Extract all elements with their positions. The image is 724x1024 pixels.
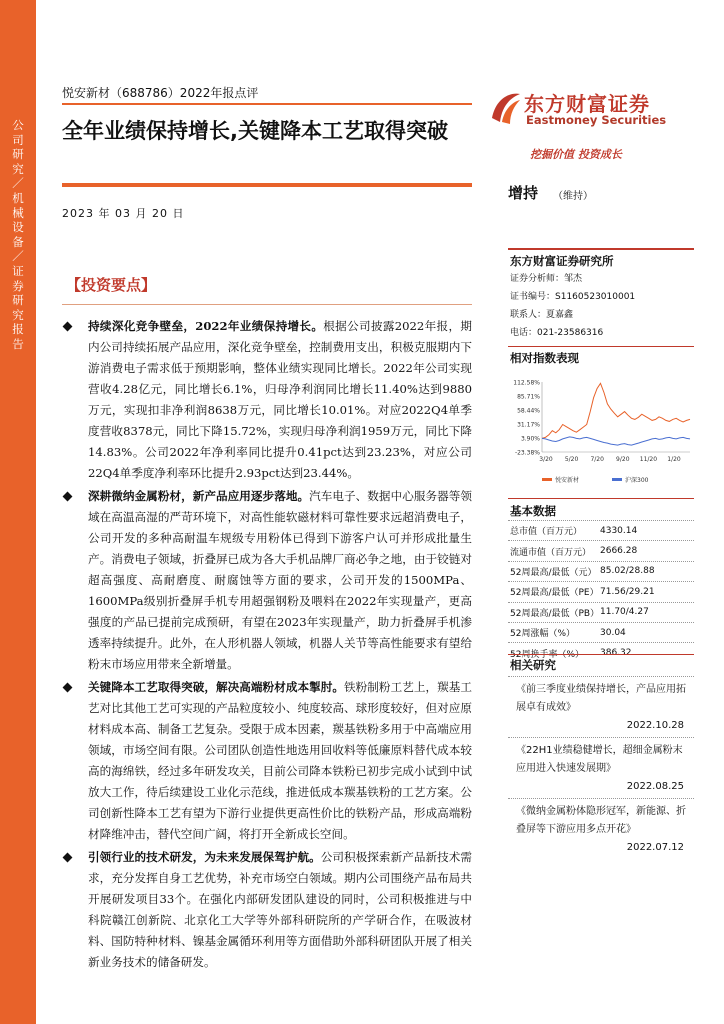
table-row (508, 520, 694, 540)
bullet-item (62, 486, 472, 675)
basic-data-table (508, 520, 694, 663)
bullet-lead: 引领行业的技术研发，为未来发展保驾护航。 (88, 850, 321, 864)
diamond-bullet-icon (63, 322, 73, 332)
related-research-list (508, 676, 694, 859)
contact-block (510, 270, 635, 342)
institute-name: 东方财富证券研究所 (510, 254, 614, 268)
bullet-body: 汽车电子、数据中心服务器等领域在高温高湿的严苛环境下，对高性能软磁材料可靠性要求远超消费电子，公司开发的多种高耐温车规级专用粉体已得到下游客户认可并形成批量生产。消费电子领域，折叠屏已成为各大手机品牌厂商必争之地，由于铰链对超高强度、高耐磨度、耐腐蚀等方面的要求，公司开发的1500MPa、1600MPa级别折叠屏手机专用超强钢粉及喂料在2022年实现量产，更高强度的产品已提前完成预研，有望在2023年实现量产，助力折叠屏手机渗透率持续提升。此外，在人形机器人领域，机器人关节等高性能要求有望给粉末市场应用带来全新增量。 (88, 489, 472, 671)
y-tick-label: -23.38% (514, 449, 540, 457)
bullet-list (62, 316, 472, 975)
diamond-bullet-icon (63, 492, 73, 502)
bullet-lead: 深耕微纳金属粉材，新产品应用逐步落地。 (88, 489, 310, 503)
related-item-date: 2022.07.12 (626, 842, 684, 853)
table-row (508, 581, 694, 601)
series-line-1 (542, 437, 690, 445)
row-key: 52周最高/最低（PE） (510, 588, 599, 599)
right-rule (508, 654, 694, 655)
related-item-title: 《22H1业绩稳健增长，超细金属粉末应用进入快速发展期》 (516, 745, 683, 774)
legend-label: 悦安新材 (555, 477, 580, 484)
x-tick-label: 11/20 (639, 456, 658, 463)
y-tick-label: 31.17% (517, 421, 540, 429)
brand-logo (488, 88, 668, 130)
related-item[interactable] (508, 737, 694, 798)
right-rule (508, 346, 694, 347)
header-rule (62, 103, 472, 105)
basic-data-title: 基本数据 (510, 504, 556, 518)
report-date: 2023 年 03 月 20 日 (62, 207, 185, 220)
row-key: 流通市值（百万元） (510, 547, 592, 558)
bullet-body: 根据公司披露2022年报，期内公司持续拓展产品应用，深化竞争壁垒，控制费用支出，积极克服期内下游消费电子需求低于预期影响，整体业绩实现同比增长。2022年公司实现营收4.28亿元，同比增长6.1%，归母净利润同比增长11.40%达到9880万元，实现扣非净利润8638万元，同比增长10.01%。对应2022Q4单季度营收8378元，同比下降15.72%，实现归母净利润1959万元，同比下降14.83%。公司2022年净利率同比提升0.41pct达到23.23%，对应公司22Q4单季度净利率环比提升2.93pct达到23.44%。 (88, 319, 472, 480)
phone-line: 电话：021-23586316 (510, 328, 604, 338)
stock-line: 悦安新材（688786）2022年报点评 (62, 86, 259, 100)
row-key: 52周涨幅（%） (510, 629, 576, 640)
bullet-body: 铁粉制粉工艺上，羰基工艺对比其他工艺可实现的产品粒度较小、纯度较高、球形度较好，但对应原材料成本高、制备工艺复杂。受限于成本因素，羰基铁粉多用于中高端应用领域，市场空间有限。公司团队创造性地选用回收料等低廉原料替代成本较高的海绵铁，经过多年研发攻关，目前公司降本铁粉已初步完成小试到中试放大工作，待后续建设工业化示范线，推进低成本羰基铁粉的工艺方案。公司创新性降本工艺有望为下游行业提供更高性价比的铁粉产品，形成高端粉材降维冲击，替代空间广阔，将打开全新成长空间。 (88, 680, 472, 841)
legend-swatch (612, 478, 622, 481)
legend-swatch (542, 478, 552, 481)
bullet-item (62, 316, 472, 484)
legend-label: 沪深300 (625, 477, 649, 484)
related-item-date: 2022.10.28 (626, 720, 684, 731)
table-row (508, 602, 694, 622)
chart-title: 相对指数表现 (510, 351, 579, 365)
brand-name-en: Eastmoney Securities (526, 113, 667, 127)
table-row (508, 561, 694, 581)
row-value: 4330.14 (600, 525, 638, 536)
relative-index-chart (508, 374, 694, 492)
row-value: 30.04 (600, 627, 626, 638)
brand-swoosh-icon (488, 88, 522, 126)
side-category-text: 公司研究／机械设备／证券研究报告 (12, 118, 24, 351)
x-tick-label: 3/20 (539, 456, 553, 463)
related-item[interactable] (508, 798, 694, 859)
x-tick-label: 9/20 (616, 456, 630, 463)
analyst-line: 证券分析师：邹杰 (510, 274, 583, 284)
row-key: 总市值（百万元） (510, 527, 583, 538)
table-row (508, 540, 694, 560)
bullet-item (62, 677, 472, 845)
contact-person-line: 联系人：夏嘉鑫 (510, 310, 574, 320)
right-rule (508, 248, 694, 250)
bullet-body: 公司积极探索新产品新技术需求，充分发挥自身工艺优势，补充市场空白领域。期内公司围绕产品布局共开展研发项目33个。在强化内部研发团队建设的同时，公司积极推进与中科院赣江创新院、北京化工大学等外部科研院所的产学研合作，在吸波材料、国防特种材料、镍基金属循环利用等方面借助外部科研团队开展了相关新业务技术的储备研发。 (88, 850, 472, 969)
row-key: 52周最高/最低（元） (510, 567, 597, 578)
page-title: 全年业绩保持增长,关键降本工艺取得突破 (62, 119, 448, 143)
row-value: 11.70/4.27 (600, 607, 649, 618)
rating-value: 增持 (508, 184, 539, 202)
bullet-lead: 持续深化竞争壁垒，2022年业绩保持增长。 (88, 319, 324, 333)
related-item-title: 《前三季度业绩保持增长，产品应用拓展卓有成效》 (516, 684, 686, 713)
right-rule (508, 498, 694, 499)
series-line-0 (542, 383, 690, 438)
row-key: 52周最高/最低（PB） (510, 608, 600, 619)
brand-name-cn: 东方财富证券 (524, 92, 650, 116)
row-value: 71.56/29.21 (600, 586, 655, 597)
related-item[interactable] (508, 676, 694, 737)
related-research-title: 相关研究 (510, 658, 556, 672)
bullet-lead: 关键降本工艺取得突破，解决高端粉材成本掣肘。 (88, 680, 345, 694)
brand-slogan: 挖掘价值 投资成长 (530, 148, 622, 161)
related-item-date: 2022.08.25 (626, 781, 684, 792)
diamond-bullet-icon (63, 683, 73, 693)
diamond-bullet-icon (63, 853, 73, 863)
x-tick-label: 7/20 (590, 456, 604, 463)
rating-note: （维持） (553, 191, 593, 202)
x-tick-label: 1/20 (667, 456, 681, 463)
side-bar (0, 0, 36, 1024)
y-tick-label: 112.58% (513, 379, 540, 387)
table-row (508, 622, 694, 642)
y-tick-label: 3.90% (520, 435, 540, 443)
section-rule (62, 304, 472, 305)
title-rule (62, 183, 472, 187)
related-item-title: 《微纳金属粉体隐形冠军，新能源、折叠屏等下游应用多点开花》 (516, 806, 686, 835)
row-value: 85.02/28.88 (600, 566, 655, 577)
section-heading: 【投资要点】 (66, 276, 157, 294)
x-tick-label: 5/20 (564, 456, 579, 463)
cert-line: 证书编号：S1160523010001 (510, 292, 636, 302)
y-tick-label: 58.44% (517, 407, 540, 415)
bullet-item (62, 847, 472, 973)
row-value: 2666.28 (600, 546, 638, 557)
y-tick-label: 85.71% (517, 393, 540, 401)
